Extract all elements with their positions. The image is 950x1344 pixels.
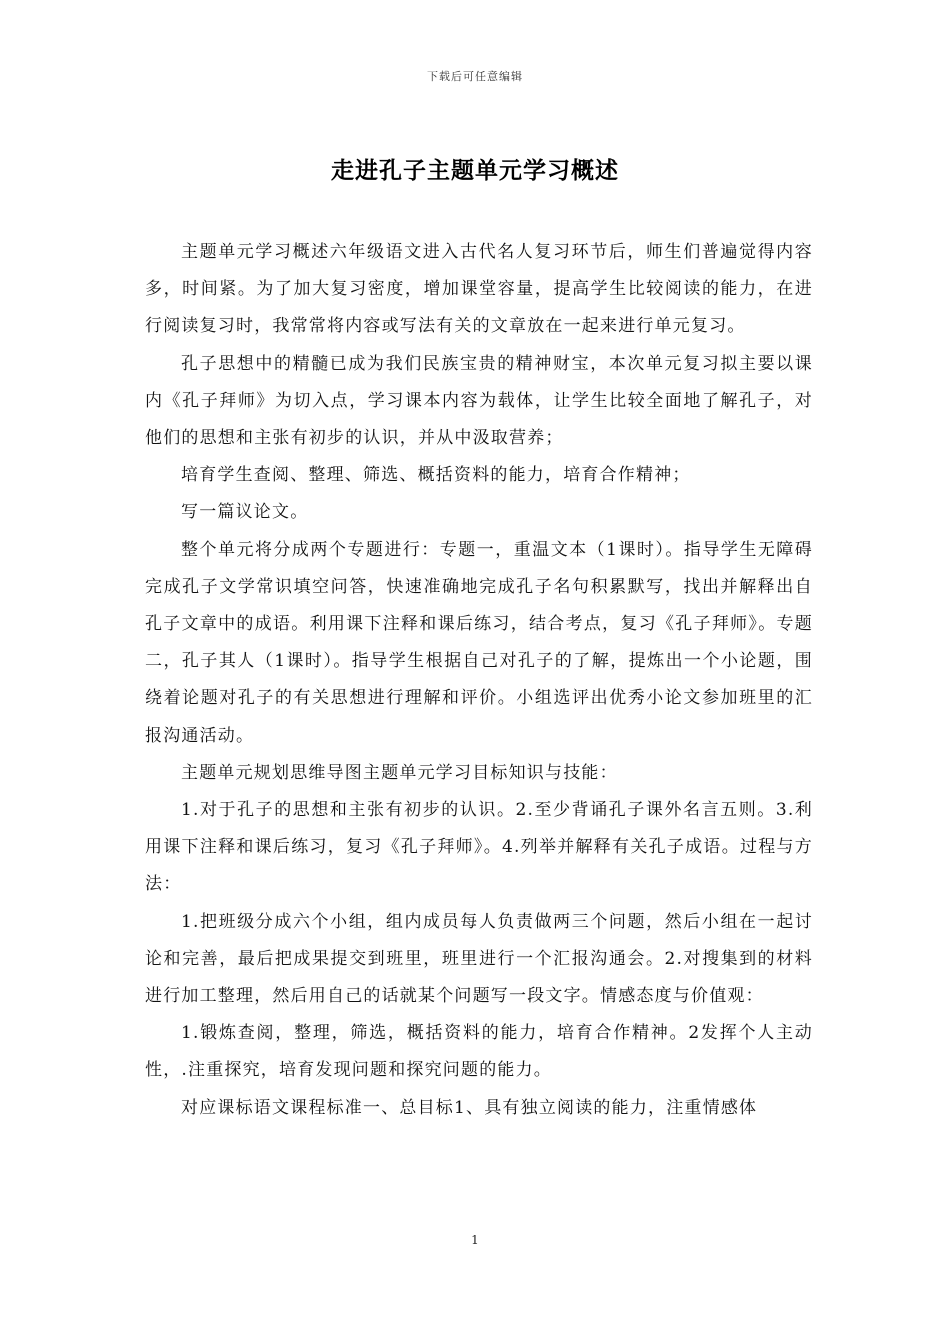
paragraph: 培育学生查阅、整理、筛选、概括资料的能力，培育合作精神； bbox=[181, 465, 691, 486]
paragraph: 主题单元规划思维导图主题单元学习目标知识与技能： bbox=[181, 762, 618, 783]
paragraph: 对应课标语文课程标准一、总目标1、具有独立阅读的能力，注重情感体 bbox=[181, 1097, 758, 1118]
header-note: 下载后可任意编辑 bbox=[427, 70, 523, 83]
document-body bbox=[145, 234, 813, 1127]
paragraph: 写一篇议论文。 bbox=[181, 502, 309, 523]
document-title: 走进孔子主题单元学习概述 bbox=[331, 158, 619, 184]
paragraph: 1.锻炼查阅，整理，筛选，概括资料的能力，培育合作精神。2发挥个人主动性，.注重探究，培育发现问题和探究问题的能力。 bbox=[145, 1023, 813, 1081]
paragraph: 整个单元将分成两个专题进行：专题一，重温文本（1课时）。指导学生无障碍完成孔子文学常识填空问答，快速准确地完成孔子名句积累默写，找出并解释出自孔子文章中的成语。利用课下注释和课后练习，结合考点，复习《孔子拜师》。专题二，孔子其人（1课时）。指导学生根据自己对孔子的了解，提炼出一个小论题，围绕着论题对孔子的有关思想进行理解和评价。小组选评出优秀小论文参加班里的汇报沟通活动。 bbox=[145, 539, 813, 746]
paragraph: 主题单元学习概述六年级语文进入古代名人复习环节后，师生们普遍觉得内容多，时间紧。为了加大复习密度，增加课堂容量，提高学生比较阅读的能力，在进行阅读复习时，我常常将内容或写法有关的文章放在一起来进行单元复习。 bbox=[145, 242, 813, 337]
paragraph: 孔子思想中的精髓已成为我们民族宝贵的精神财宝，本次单元复习拟主要以课内《孔子拜师》为切入点，学习课本内容为载体，让学生比较全面地了解孔子，对他们的思想和主张有初步的认识，并从中汲取营养； bbox=[145, 353, 813, 449]
paragraph: 1.把班级分成六个小组，组内成员每人负责做两三个问题，然后小组在一起讨论和完善，最后把成果提交到班里，班里进行一个汇报沟通会。2.对搜集到的材料进行加工整理，然后用自己的话就某个问题写一段文字。情感态度与价值观： bbox=[145, 911, 813, 1007]
page-number: 1 bbox=[471, 1233, 479, 1247]
paragraph: 1.对于孔子的思想和主张有初步的认识。2.至少背诵孔子课外名言五则。3.利用课下注释和课后练习，复习《孔子拜师》。4.列举并解释有关孔子成语。过程与方法： bbox=[145, 800, 813, 895]
